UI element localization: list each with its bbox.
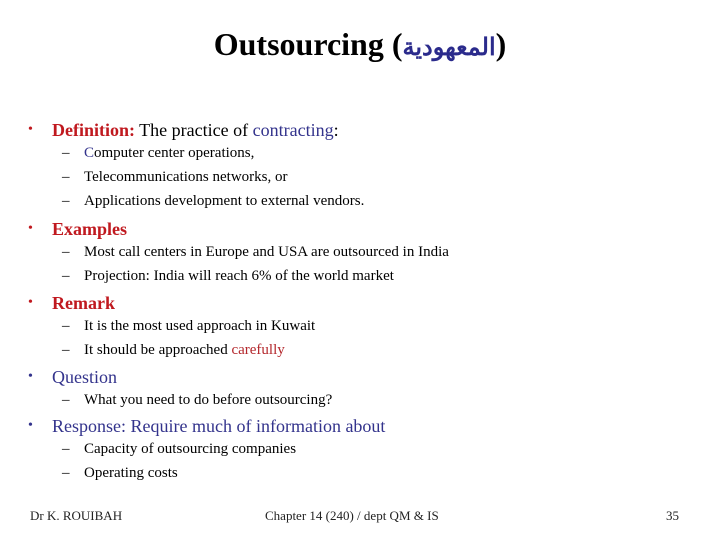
subitem-text: omputer center operations, <box>94 145 255 161</box>
highlight-word: carefully <box>231 342 285 358</box>
dash-icon: – <box>62 465 70 481</box>
subitem-text: It should be approached <box>84 342 232 358</box>
footer-author: Dr K. ROUIBAH <box>30 508 123 523</box>
bullet-icon: • <box>28 369 33 384</box>
dash-icon: – <box>62 342 70 358</box>
dash-icon: – <box>62 392 70 408</box>
title-close-paren: ) <box>495 26 507 62</box>
subitem-first-letter: C <box>84 145 95 161</box>
dash-icon: – <box>62 441 70 457</box>
subitem-text: Capacity of outsourcing companies <box>84 441 297 457</box>
bullet-text: The practice of <box>135 120 253 140</box>
bullet-heading: Question <box>52 367 117 387</box>
subitem-text: What you need to do before outsourcing? <box>84 392 333 408</box>
title-text: Outsourcing <box>213 26 384 62</box>
bullet-icon: • <box>28 221 33 236</box>
title-open-paren: ( <box>391 26 403 62</box>
bullet-heading: Remark <box>52 293 115 313</box>
subitem-text: Most call centers in Europe and USA are outsourced in India <box>84 244 449 260</box>
bullet-heading: Examples <box>52 219 128 239</box>
dash-icon: – <box>62 169 70 185</box>
subitem-text: Applications development to external vendors. <box>84 193 365 209</box>
footer-chapter: Chapter 14 (240) / dept QM & IS <box>265 508 439 523</box>
bullet-text-suffix: : <box>333 120 339 140</box>
dash-icon: – <box>62 318 70 334</box>
subitem-text: Operating costs <box>84 465 178 481</box>
bullet-heading: Definition: <box>52 120 135 140</box>
dash-icon: – <box>62 145 70 161</box>
slide-title <box>0 24 720 68</box>
highlight-term: contracting <box>252 120 334 140</box>
bullet-icon: • <box>28 418 33 433</box>
dash-icon: – <box>62 193 70 209</box>
dash-icon: – <box>62 268 70 284</box>
bullet-icon: • <box>28 295 33 310</box>
subitem-text: It is the most used approach in Kuwait <box>84 318 316 334</box>
footer-page-number: 35 <box>666 508 679 523</box>
bullet-icon: • <box>28 122 33 137</box>
title-arabic-text: المعهودية <box>402 35 496 61</box>
bullet-heading: Response: Require much of information about <box>52 416 386 436</box>
subitem-text: Projection: India will reach 6% of the world market <box>84 268 394 284</box>
subitem-text: Telecommunications networks, or <box>84 169 288 185</box>
dash-icon: – <box>62 244 70 260</box>
